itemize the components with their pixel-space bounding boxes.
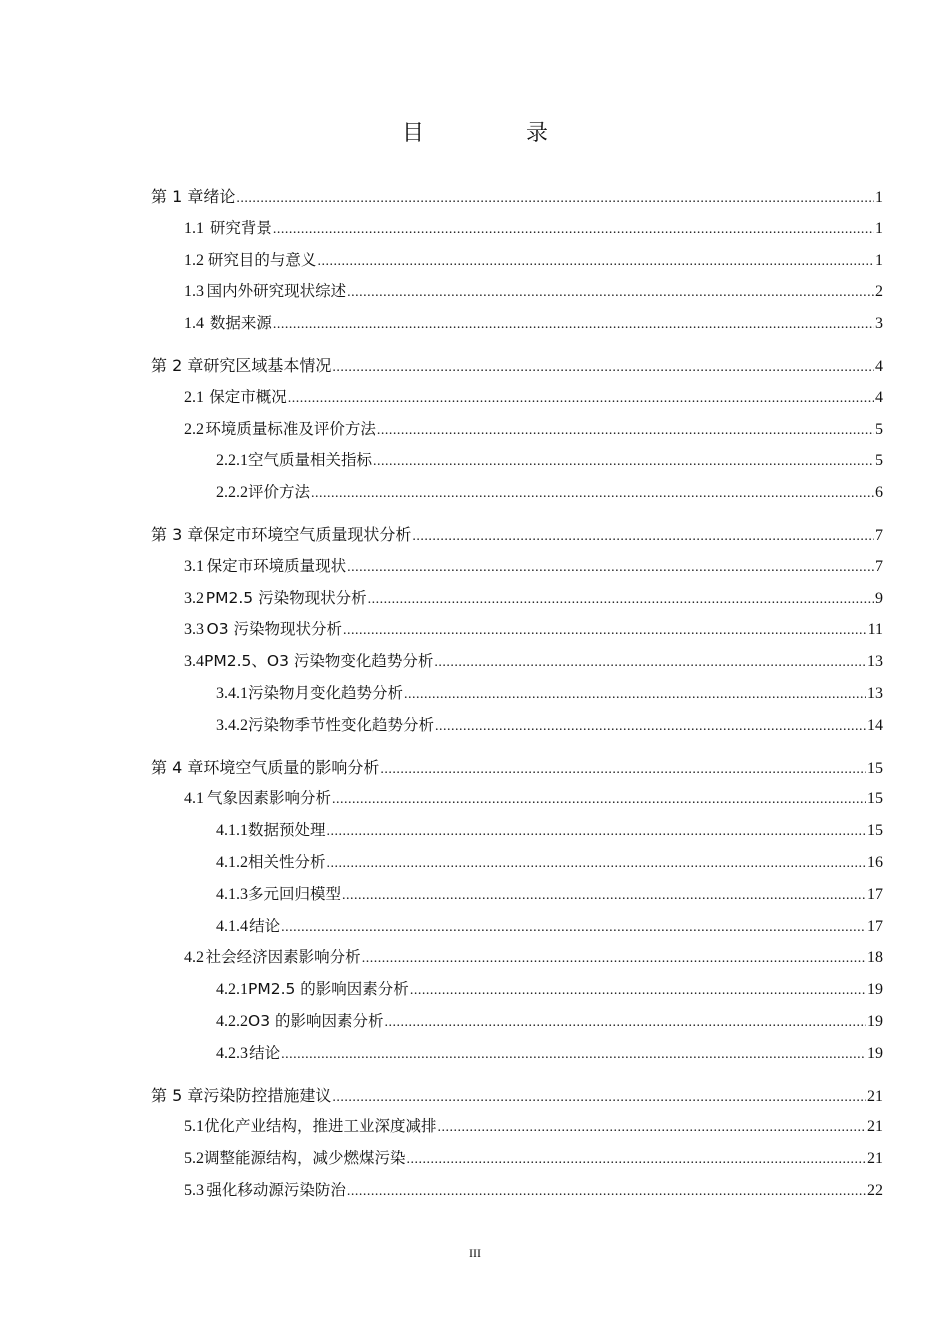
toc-entry-page: 7 [875, 557, 883, 575]
toc-section-entry[interactable] [151, 783, 883, 815]
toc-entry-title: 环境质量标准及评价方法 [205, 419, 376, 438]
toc-entry-number: 2.2 [184, 420, 204, 438]
toc-entry-title: 国内外研究现状综述 [206, 282, 347, 301]
toc-entry-title: 调整能源结构，减少燃煤污染 [204, 1149, 406, 1168]
toc-dot-leader [327, 816, 866, 848]
table-of-contents [151, 181, 883, 1207]
toc-dot-leader [410, 975, 866, 1007]
toc-entry-number: 第 1 章 [151, 187, 204, 206]
toc-entry-page: 13 [867, 653, 883, 671]
toc-section-entry[interactable] [151, 1038, 883, 1070]
toc-dot-leader [281, 1039, 866, 1071]
toc-entry-page: 6 [875, 484, 883, 502]
toc-entry-number: 2.2.1 [216, 452, 248, 470]
toc-dot-leader [412, 521, 874, 553]
toc-entry-title: 空气质量相关指标 [248, 451, 373, 470]
toc-dot-leader [343, 615, 867, 647]
toc-entry-page: 19 [867, 1012, 883, 1030]
toc-entry-title: 数据来源 [209, 314, 272, 333]
toc-dot-leader [362, 943, 866, 975]
toc-section-entry[interactable] [151, 1175, 883, 1207]
toc-section-entry[interactable] [151, 614, 883, 646]
toc-section-entry[interactable] [151, 974, 883, 1006]
toc-entry-page: 21 [867, 1087, 883, 1105]
toc-dot-leader [317, 246, 874, 278]
toc-entry-number: 1.3 [184, 283, 204, 301]
toc-dot-leader [288, 383, 874, 415]
toc-entry-title: PM2.5、O3 污染物变化趋势分析 [204, 652, 434, 671]
toc-entry-page: 9 [875, 589, 883, 607]
toc-title: 目 录 [401, 121, 588, 146]
toc-dot-leader [404, 679, 866, 711]
toc-dot-leader [373, 446, 874, 478]
toc-entry-title: 评价方法 [248, 483, 311, 502]
toc-entry-title: 保定市环境质量现状 [206, 556, 347, 575]
toc-entry-number: 3.3 [184, 621, 204, 639]
toc-dot-leader [385, 1007, 867, 1039]
toc-entry-title: O3 污染物现状分析 [206, 620, 342, 639]
toc-section-entry[interactable] [151, 879, 883, 911]
toc-section-entry[interactable] [151, 847, 883, 879]
toc-entry-number: 4.1.3 [216, 885, 248, 903]
toc-entry-number: 4.1.1 [216, 822, 248, 840]
toc-entry-number: 4.2 [184, 949, 204, 967]
toc-entry-title: 结论 [249, 916, 281, 935]
toc-entry-number: 5.3 [184, 1181, 204, 1199]
toc-entry-title: 多元回归模型 [248, 884, 342, 903]
toc-entry-page: 1 [875, 189, 883, 206]
toc-entry-title: O3 的影响因素分析 [248, 1011, 384, 1030]
toc-entry-title: 环境空气质量的影响分析 [203, 757, 380, 777]
toc-entry-number: 2.1 [184, 388, 204, 406]
toc-chapter-entry[interactable] [151, 752, 883, 784]
toc-section-entry[interactable] [151, 1143, 883, 1175]
toc-entry-title: PM2.5 的影响因素分析 [248, 980, 409, 999]
toc-entry-number: 1.4 [184, 315, 204, 333]
toc-dot-leader [273, 214, 874, 246]
toc-entry-title: 结论 [249, 1043, 281, 1062]
toc-section-entry[interactable] [151, 678, 883, 710]
toc-entry-page: 17 [867, 917, 883, 935]
toc-dot-leader [342, 880, 866, 912]
toc-entry-number: 第 5 章 [151, 1085, 204, 1105]
toc-section-entry[interactable] [151, 942, 883, 974]
toc-entry-number: 3.4.2 [216, 716, 248, 734]
toc-section-entry[interactable] [151, 911, 883, 943]
toc-entry-number: 4.1.2 [216, 853, 248, 871]
toc-entry-page: 19 [867, 981, 883, 999]
toc-entry-page: 16 [867, 853, 883, 871]
toc-entry-title: 污染防控措施建议 [203, 1085, 332, 1105]
toc-entry-title: 研究背景 [209, 218, 272, 237]
toc-section-entry[interactable] [151, 308, 883, 340]
toc-entry-page: 5 [875, 420, 883, 438]
toc-chapter-entry[interactable] [151, 1080, 883, 1112]
toc-entry-page: 21 [867, 1150, 883, 1168]
toc-entry-title: 保定市环境空气质量现状分析 [203, 524, 412, 544]
toc-dot-leader [438, 1112, 866, 1144]
toc-dot-leader [407, 1144, 866, 1176]
toc-dot-leader [380, 754, 866, 786]
toc-entry-title: 保定市概况 [209, 387, 287, 406]
toc-entry-title: 研究目的与意义 [207, 250, 317, 269]
toc-entry-title: PM2.5 污染物现状分析 [205, 588, 367, 607]
toc-entry-page: 5 [875, 452, 883, 470]
toc-chapter-entry[interactable] [151, 519, 883, 551]
toc-dot-leader [332, 1082, 866, 1114]
toc-entry-number: 3.4 [184, 653, 204, 671]
toc-entry-page: 17 [867, 885, 883, 903]
toc-entry-page: 1 [875, 251, 883, 269]
toc-section-entry[interactable] [151, 382, 883, 414]
toc-entry-number: 1.2 [184, 251, 204, 269]
toc-entry-title: 强化移动源污染防治 [206, 1180, 346, 1199]
toc-dot-leader [327, 848, 866, 880]
toc-entry-title: 相关性分析 [248, 852, 326, 871]
toc-entry-number: 3.2 [184, 589, 204, 607]
toc-entry-page: 7 [875, 526, 883, 544]
toc-entry-title: 数据预处理 [248, 821, 326, 840]
toc-entry-number: 第 3 章 [151, 524, 204, 544]
toc-dot-leader [311, 478, 874, 510]
toc-entry-title: 气象因素影响分析 [206, 789, 331, 808]
toc-dot-leader [332, 352, 874, 384]
toc-dot-leader [347, 277, 874, 309]
toc-dot-leader [347, 552, 874, 584]
toc-entry-title: 污染物月变化趋势分析 [248, 683, 404, 702]
toc-entry-number: 第 4 章 [151, 757, 204, 777]
toc-section-entry[interactable] [151, 710, 883, 742]
toc-entry-page: 15 [867, 822, 883, 840]
toc-entry-title: 社会经济因素影响分析 [205, 948, 361, 967]
toc-entry-number: 3.1 [184, 557, 204, 575]
toc-entry-page: 4 [875, 357, 883, 375]
toc-section-entry[interactable] [151, 477, 883, 509]
toc-section-entry[interactable] [151, 551, 883, 583]
toc-dot-leader [332, 784, 866, 816]
toc-entry-number: 4.1.4 [216, 917, 248, 935]
toc-section-entry[interactable] [151, 815, 883, 847]
toc-section-entry[interactable] [151, 1006, 883, 1038]
toc-entry-page: 11 [867, 621, 883, 639]
toc-entry-page: 13 [867, 684, 883, 702]
toc-entry-page: 4 [875, 388, 883, 406]
toc-entry-page: 19 [867, 1044, 883, 1062]
page-number-footer: III [469, 1246, 481, 1260]
toc-entry-number: 5.1 [184, 1118, 204, 1136]
toc-entry-number: 3.4.1 [216, 684, 248, 702]
toc-section-entry[interactable] [151, 276, 883, 308]
toc-entry-number: 4.2.2 [216, 1012, 248, 1030]
toc-entry-number: 4.1 [184, 790, 204, 808]
toc-section-entry[interactable] [151, 445, 883, 477]
toc-dot-leader [281, 912, 866, 944]
toc-entry-number: 2.2.2 [216, 484, 248, 502]
toc-section-entry[interactable] [151, 245, 883, 277]
toc-entry-page: 22 [867, 1181, 883, 1199]
toc-dot-leader [377, 415, 874, 447]
toc-entry-number: 5.2 [184, 1150, 204, 1168]
toc-entry-title: 研究区域基本情况 [203, 355, 332, 375]
toc-section-entry[interactable] [151, 213, 883, 245]
toc-dot-leader [368, 584, 874, 616]
toc-entry-title: 绪论 [203, 187, 236, 206]
toc-dot-leader [434, 647, 866, 679]
toc-chapter-entry[interactable] [151, 350, 883, 382]
toc-section-entry[interactable] [151, 414, 883, 446]
toc-entry-page: 2 [875, 283, 883, 301]
toc-entry-page: 15 [867, 759, 883, 777]
toc-entry-page: 1 [875, 219, 883, 237]
toc-dot-leader [236, 183, 874, 215]
toc-dot-leader [273, 309, 874, 341]
toc-entry-number: 第 2 章 [151, 355, 204, 375]
toc-entry-page: 14 [867, 716, 883, 734]
toc-entry-title: 污染物季节性变化趋势分析 [248, 715, 435, 734]
toc-entry-page: 21 [867, 1118, 883, 1136]
toc-entry-number: 4.2.1 [216, 981, 248, 999]
toc-entry-page: 15 [867, 790, 883, 808]
toc-entry-page: 3 [875, 315, 883, 333]
toc-entry-title: 优化产业结构，推进工业深度减排 [204, 1117, 437, 1136]
toc-entry-number: 1.1 [184, 219, 204, 237]
toc-entry-number: 4.2.3 [216, 1044, 248, 1062]
toc-chapter-entry[interactable] [151, 181, 883, 213]
toc-dot-leader [347, 1176, 866, 1208]
toc-dot-leader [435, 711, 866, 743]
toc-section-entry[interactable] [151, 646, 883, 678]
toc-section-entry[interactable] [151, 1111, 883, 1143]
toc-section-entry[interactable] [151, 583, 883, 615]
toc-entry-page: 18 [867, 949, 883, 967]
